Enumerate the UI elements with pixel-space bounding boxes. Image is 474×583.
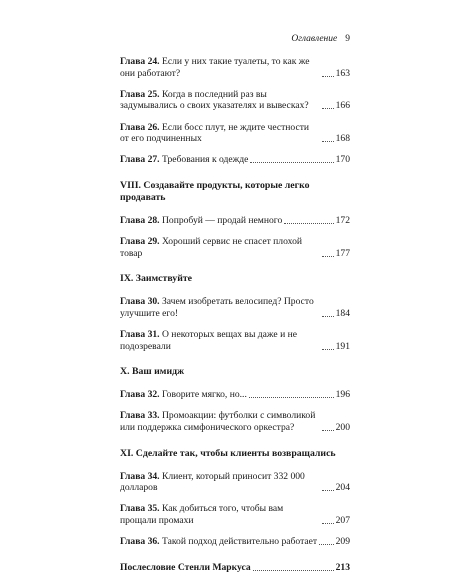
toc-chapter-label: Глава 29. (120, 236, 160, 248)
dot-leader (319, 544, 334, 545)
dot-leader (322, 490, 334, 491)
toc-chapter-label: Глава 34. (120, 470, 160, 482)
dot-leader (253, 570, 334, 571)
toc-chapter-title: Такой подход действительно работает (161, 536, 318, 548)
toc-entry-afterword[interactable] (120, 562, 350, 574)
toc-chapter-label: Глава 27. (120, 154, 160, 166)
dot-leader (322, 76, 334, 77)
toc-chapter-title: Говорите мягко, но... (161, 389, 247, 401)
toc-chapter-label: Глава 28. (120, 214, 160, 226)
dot-leader (322, 430, 334, 431)
dot-leader (322, 141, 334, 142)
toc-chapter-label: Глава 33. (120, 410, 160, 422)
toc-page-number: 172 (335, 214, 350, 226)
dot-leader (322, 523, 334, 524)
toc-page-number: 166 (335, 100, 350, 112)
toc-part-heading-11[interactable]: XI. Сделайте так, чтобы клиенты возвращались (120, 447, 336, 459)
toc-entry-ch25[interactable] (120, 89, 350, 112)
toc-chapter-label: Глава 24. (120, 56, 160, 67)
toc-page-number: 204 (335, 482, 350, 494)
toc-chapter-title: Промоакции: футболки с символикой или поддержка симфонического оркестра? (120, 410, 316, 434)
toc-entry-ch29[interactable] (120, 236, 350, 259)
toc-chapter-title: Если босс плут, не ждите честности от его подчиненных (120, 121, 310, 145)
toc-page-number: 209 (335, 536, 350, 548)
toc-chapter-label: Глава 35. (120, 503, 160, 515)
toc-chapter-label: Глава 26. (120, 121, 160, 133)
toc-part-heading-9[interactable]: IX. Заимствуйте (120, 273, 192, 285)
toc-page-number: 196 (335, 389, 350, 401)
toc-chapter-title: Требования к одежде (161, 154, 249, 166)
toc-entry-ch27[interactable] (120, 154, 350, 166)
running-head-section: Оглавление (291, 34, 338, 44)
toc-afterword-title: Послесловие Стенли Маркуса (120, 561, 251, 573)
toc-entry-ch33[interactable] (120, 410, 350, 433)
dot-leader (249, 397, 334, 398)
dot-leader (322, 256, 334, 257)
table-of-contents (120, 56, 350, 583)
toc-chapter-label: Глава 30. (120, 296, 160, 308)
toc-chapter-title: О некоторых вещах вы даже и не подозревали (120, 329, 298, 352)
toc-part-heading-8[interactable]: VIII. Создавайте продукты, которые легко продавать (120, 179, 310, 203)
toc-entry-ch30[interactable] (120, 296, 350, 319)
dot-leader (322, 349, 334, 350)
toc-entry-ch35[interactable] (120, 503, 350, 526)
toc-page-number: 177 (335, 247, 350, 259)
toc-chapter-title: Клиент, который приносит 332 000 долларов (120, 470, 305, 494)
running-head-page-number: 9 (345, 34, 350, 44)
toc-entry-ch28[interactable] (120, 215, 350, 227)
toc-chapter-label: Глава 32. (120, 389, 160, 401)
toc-page-number: 200 (335, 422, 350, 434)
toc-entry-ch31[interactable] (120, 329, 350, 352)
toc-entry-ch34[interactable] (120, 471, 350, 494)
dot-leader (322, 316, 334, 317)
toc-chapter-title: Хороший сервис не спасет плохой товар (120, 236, 303, 259)
toc-chapter-label: Глава 31. (120, 329, 160, 341)
toc-page-number: 207 (335, 515, 350, 527)
toc-chapter-title: Попробуй — продай немного (161, 214, 283, 226)
toc-part-heading-10[interactable]: X. Ваш имидж (120, 366, 185, 378)
toc-page-number: 170 (335, 154, 350, 166)
toc-chapter-title: Как добиться того, чтобы вам прощали промахи (120, 503, 284, 527)
toc-page-number: 184 (335, 307, 350, 319)
dot-leader (250, 162, 333, 163)
running-head (291, 34, 350, 44)
toc-chapter-title: Зачем изобретать велосипед? Просто улучшите его! (120, 296, 314, 319)
toc-entry-ch26[interactable] (120, 122, 350, 145)
toc-entry-ch32[interactable] (120, 389, 350, 401)
toc-page-number: 191 (335, 340, 350, 352)
toc-page-number: 168 (335, 133, 350, 145)
toc-entry-ch36[interactable] (120, 536, 350, 548)
dot-leader (284, 223, 333, 224)
toc-chapter-label: Глава 36. (120, 536, 160, 548)
toc-chapter-title: Когда в последний раз вы задумывались о своих указателях и вывесках? (120, 88, 309, 112)
toc-entry-ch24[interactable] (120, 56, 350, 79)
dot-leader (322, 108, 334, 109)
toc-chapter-label: Глава 25. (120, 88, 160, 100)
toc-page-number: 163 (335, 67, 350, 79)
toc-chapter-title: Если у них такие туалеты, то как же они работают? (120, 56, 310, 79)
toc-page-number: 213 (335, 561, 350, 573)
